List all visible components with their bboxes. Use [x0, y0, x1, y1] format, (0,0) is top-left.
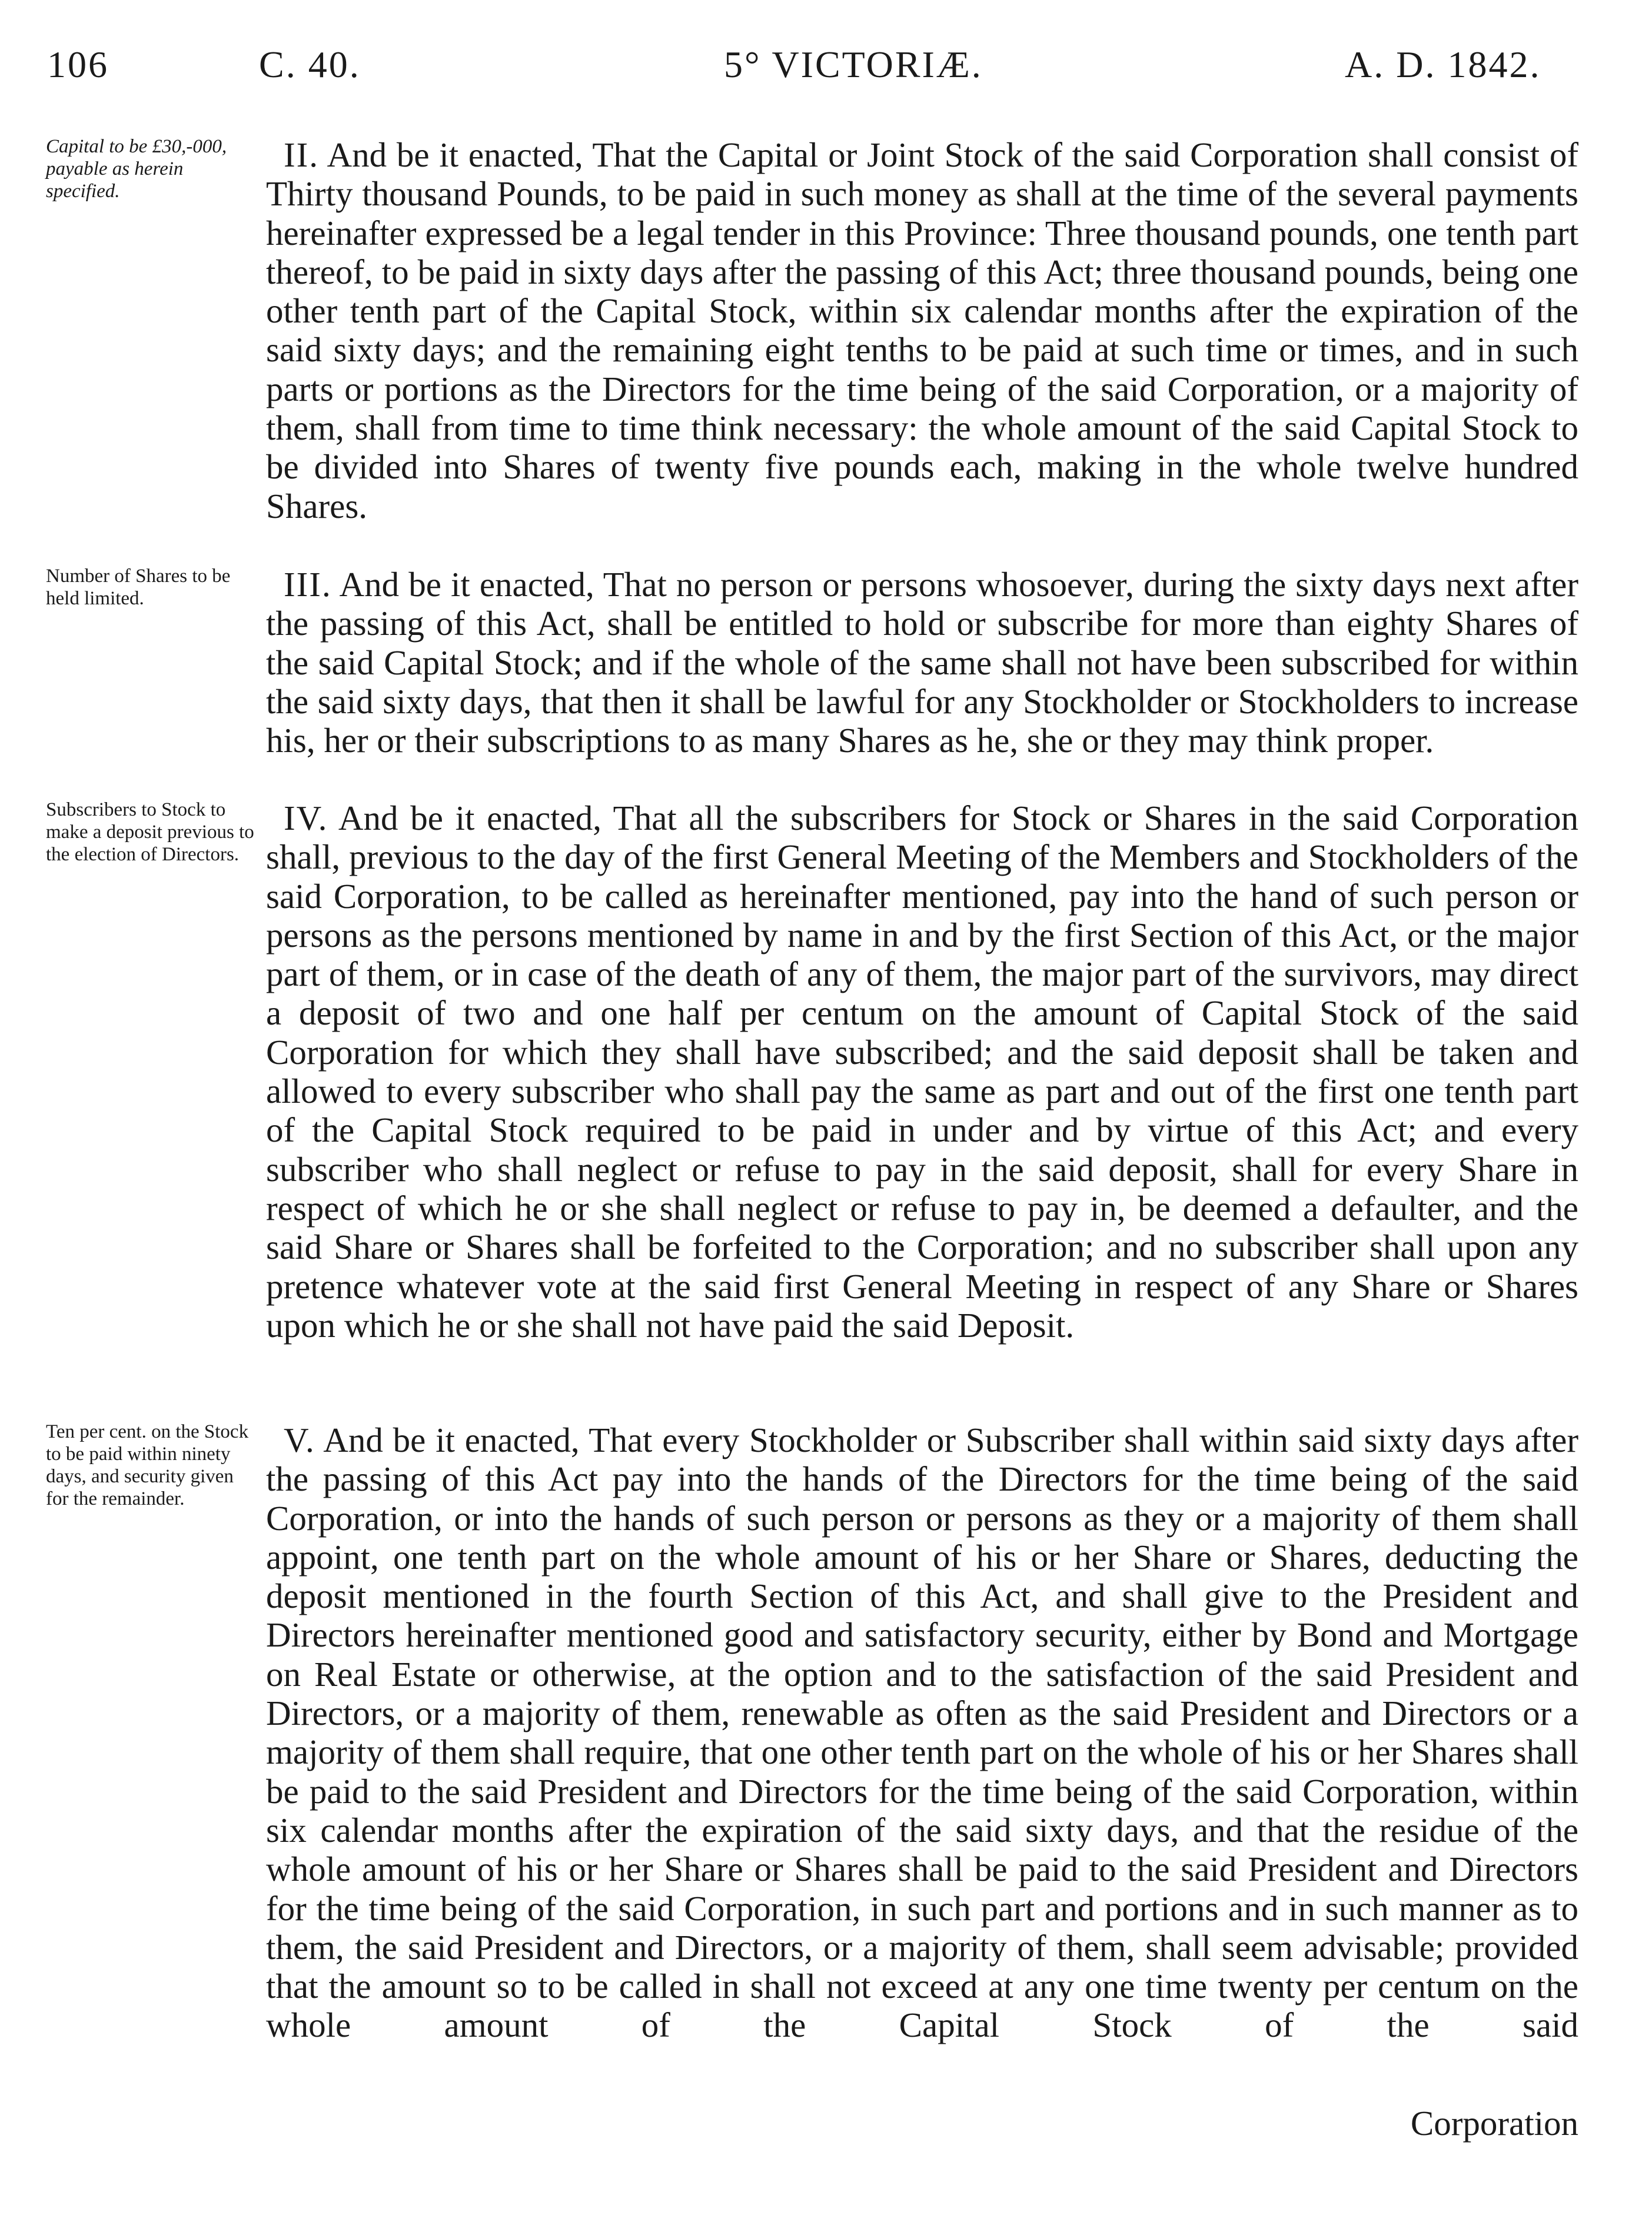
page-number: 106 — [47, 44, 109, 85]
section-body — [266, 565, 1578, 760]
section-number: II. — [284, 135, 320, 174]
margin-note: Number of Shares to be held limited. — [46, 566, 231, 609]
section-text: And be it enacted, That no person or persons whosoever, during the sixty days next after the passing of this Act, shall be entitled to hold or subscribe for more than eighty Shares of the said Capital Stock; and if the whole of the same shall not have been subscribed for within the said sixty days, that then it shall be lawful for any Stockholder or Stockholders to increase his, her or their subscriptions to as many Shares as he, she or they may think proper. — [266, 565, 1578, 760]
catchword: Corporation — [1410, 2104, 1578, 2143]
margin-note: Ten per cent. on the Stock to be paid within ninety days, and security given for the remainder. — [46, 1421, 249, 1509]
section-number: V. — [284, 1421, 315, 1459]
reign-heading: 5° VICTORIÆ. — [724, 44, 983, 85]
section-body — [266, 135, 1578, 526]
section-text: And be it enacted, That all the subscribers for Stock or Shares in the said Corporation shall, previous to the day of the first General Meeting of the Members and Stockholders of the said Corporation, to be called as hereinafter mentioned, pay into the hand of such person or persons as the persons mentioned by name in and by the first Section of this Act, or the major part of them, or in case of the death of any of them, the major part of the survivors, may direct a deposit of two and one half per centum on the amount of Capital Stock of the said Corporation for which they shall have subscribed; and the said deposit shall be taken and allowed to every subscriber who shall pay the same as part and out of the first one tenth part of the Capital Stock required to be paid in under and by virtue of this Act; and every subscriber who shall neglect or refuse to pay in the said deposit, shall for every Share in respect of which he or she shall neglect or refuse to pay in, be deemed a defaulter, and the said Share or Shares shall be forfeited to the Corporation; and no subscriber shall upon any pretence whatever vote at the said first General Meeting in respect of any Share or Shares upon which he or she shall not have paid the said Deposit. — [266, 799, 1578, 1345]
section-body — [266, 1421, 1578, 2045]
section-number: IV. — [284, 799, 328, 837]
year-heading: A. D. 1842. — [1345, 44, 1541, 85]
section-number: III. — [284, 565, 332, 604]
section-text: And be it enacted, That the Capital or Joint Stock of the said Corporation shall consist of Thirty thousand Pounds, to be paid in such money as shall at the time of the several payments hereinafter expressed be a legal tender in this Province: Three thousand pounds, one tenth part thereof, to be paid in sixty days after the passing of this Act; three thousand pounds, being one other tenth part of the Capital Stock, within six calendar months after the expiration of the said sixty days; and the remaining eight tenths to be paid at such time or times, and in such parts or portions as the Directors for the time being of the said Corporation, or a majority of them, shall from time to time think necessary: the whole amount of the said Capital Stock to be divided into Shares of twenty five pounds each, making in the whole twelve hundred Shares. — [266, 135, 1578, 526]
margin-note: Capital to be £30,-000, payable as herein specified. — [46, 136, 227, 202]
chapter-heading: C. 40. — [259, 44, 361, 85]
section-text: And be it enacted, That every Stockholder or Subscriber shall within said sixty days after the passing of this Act pay into the hands of the Directors for the time being of the said Corporation, or into the hands of such person or persons as they or a majority of them shall appoint, one tenth part on the whole amount of his or her Share or Shares, deducting the deposit mentioned in the fourth Section of this Act, and shall give to the President and Directors hereinafter mentioned good and satisfactory security, either by Bond and Mortgage on Real Estate or otherwise, at the option and to the satisfaction of the said President and Directors, or a majority of them, renewable as often as the said President and Directors or a majority of them shall require, that one other tenth part on the whole of his or her Shares shall be paid to the said President and Directors for the time being of the said Corporation, within six calendar months after the expiration of the said sixty days, and that the residue of the whole amount of his or her Share or Shares shall be paid to the said President and Directors for the time being of the said Corporation, in such part and portions and in such manner as to them, the said President and Directors, or a majority of them, shall seem advisable; provided that the amount so to be called in shall not exceed at any one time twenty per centum on the whole amount of the Capital Stock of the said — [266, 1421, 1578, 2045]
margin-note: Subscribers to Stock to make a deposit previous to the election of Directors. — [46, 799, 254, 865]
section-body — [266, 799, 1578, 1345]
